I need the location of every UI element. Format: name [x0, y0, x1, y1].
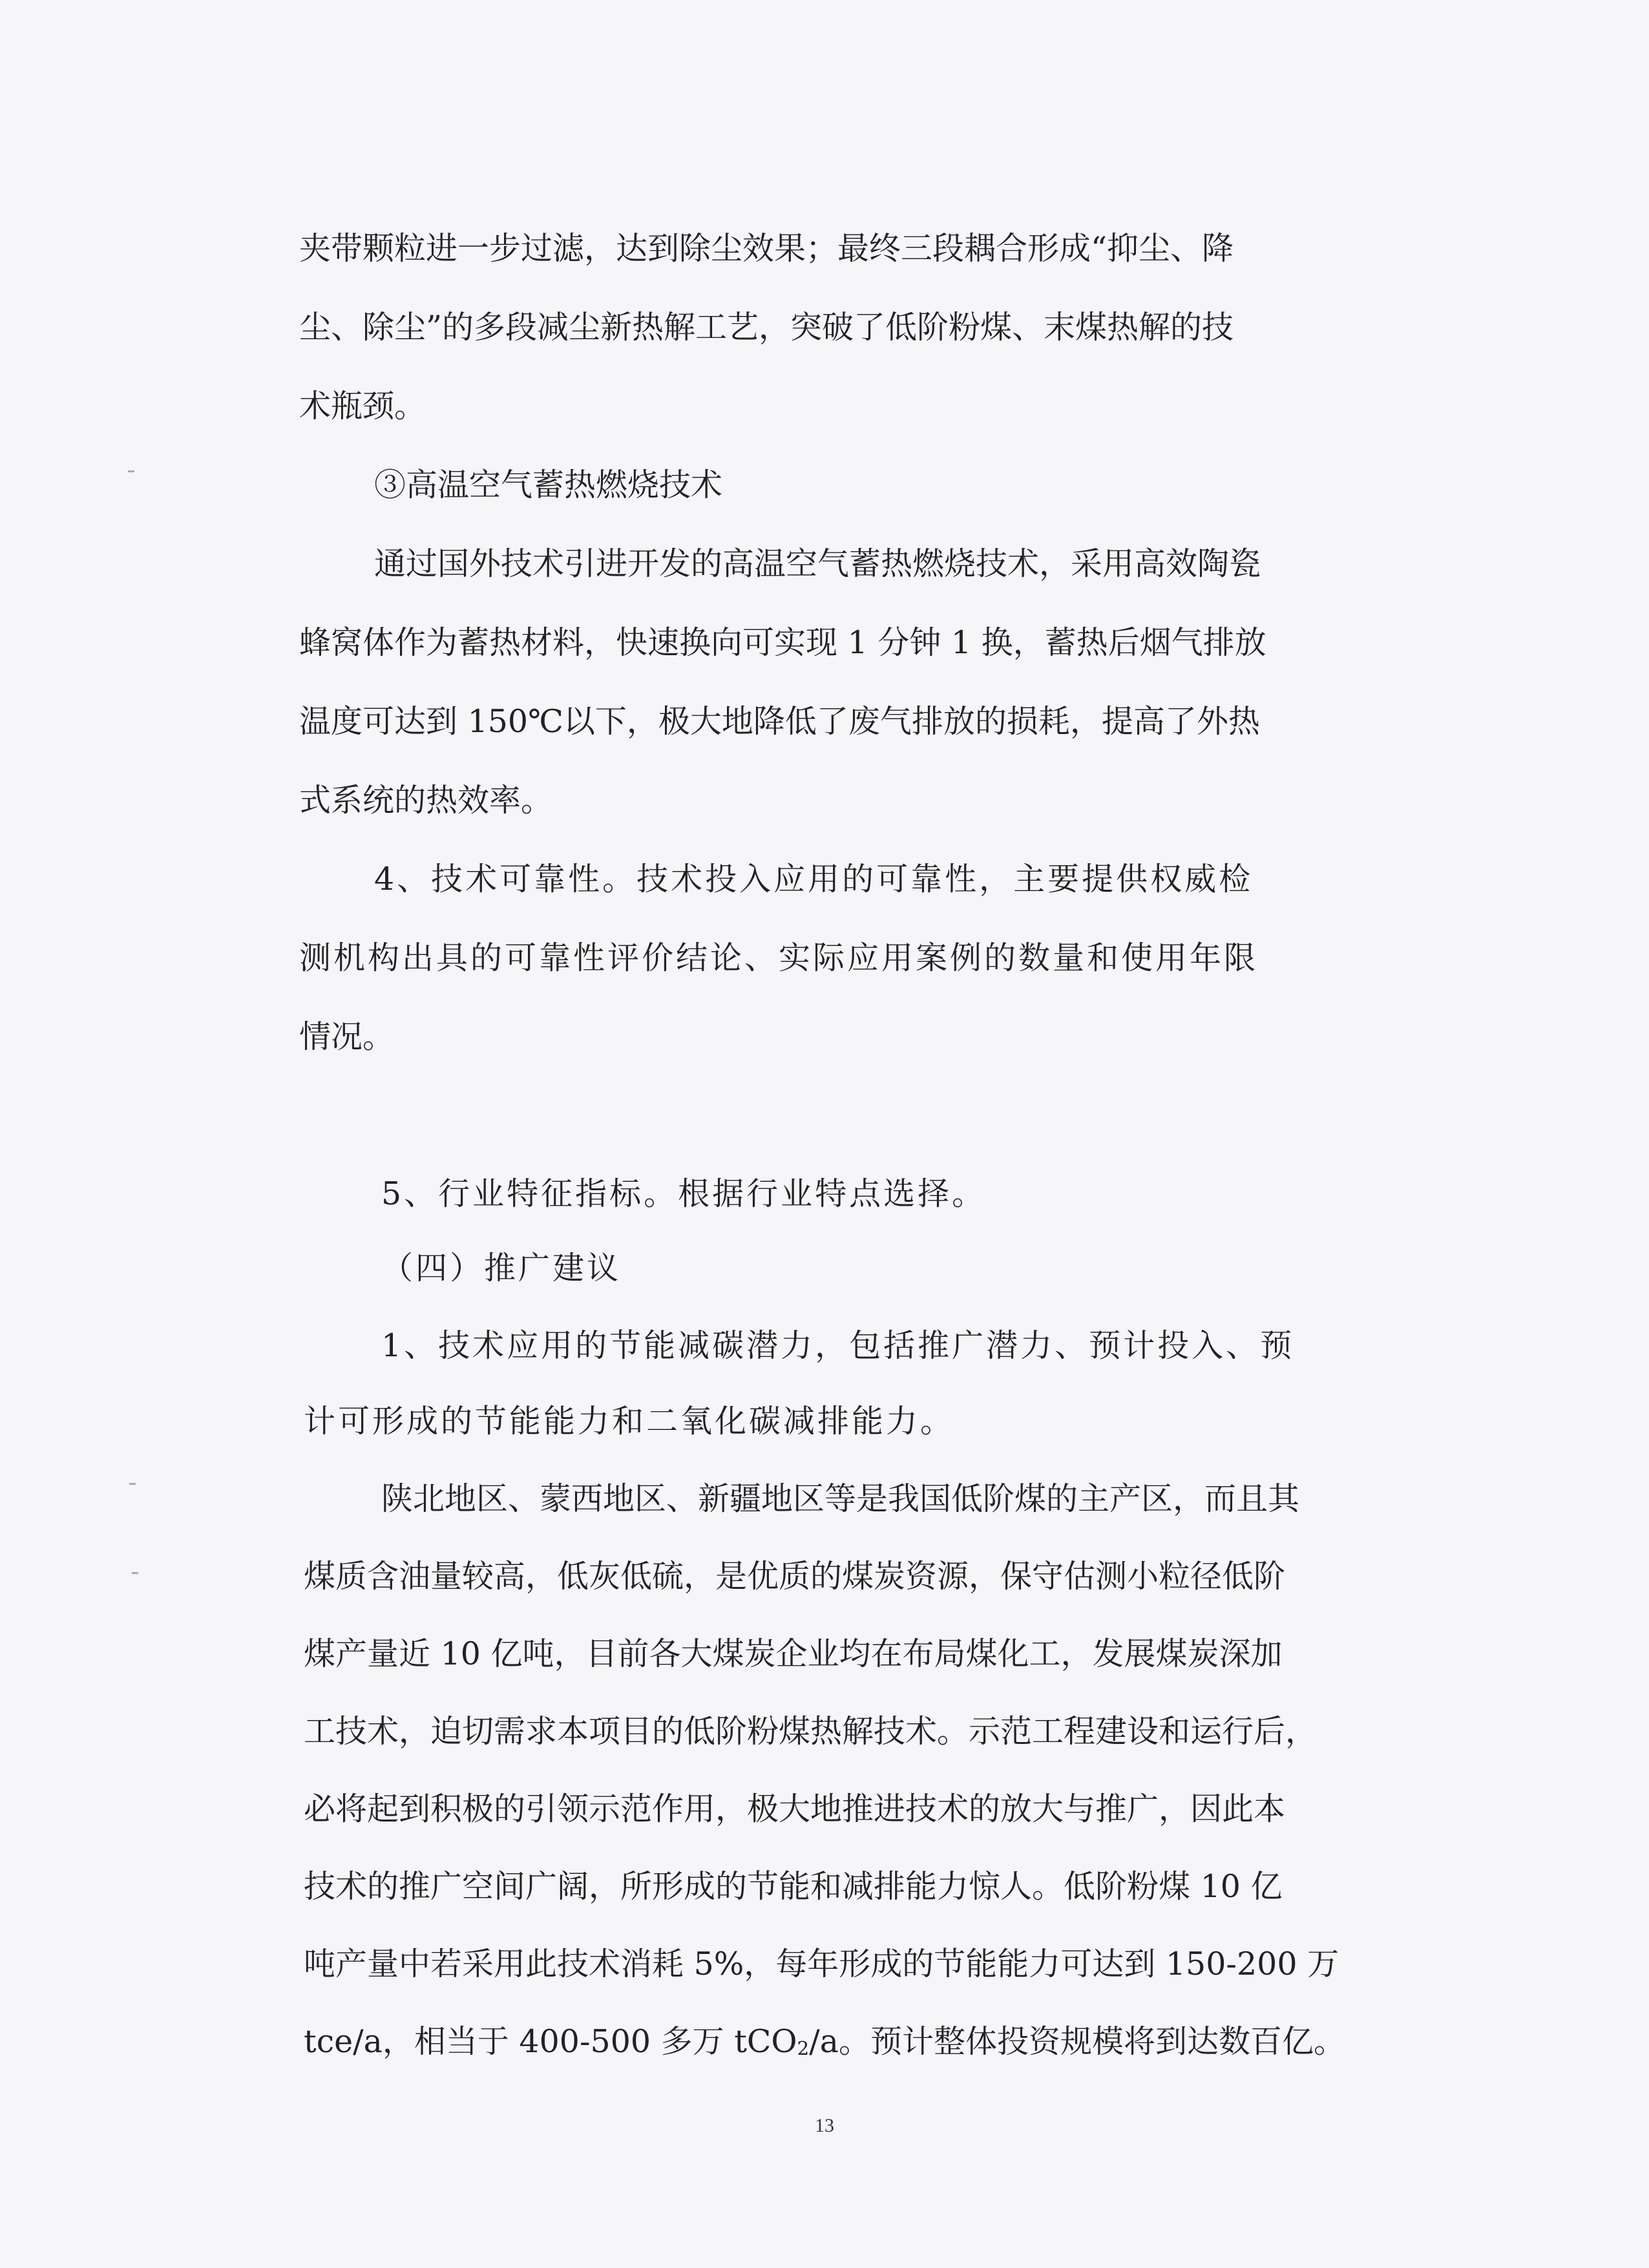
paragraph-line: 5、行业特征指标。根据行业特点选择。 — [381, 1175, 987, 1212]
section-heading: （四）推广建议 — [381, 1250, 622, 1286]
scan-speck — [132, 1572, 138, 1574]
paragraph-line: 术瓶颈。 — [299, 388, 426, 425]
paragraph-line — [0, 2022, 1649, 2068]
scan-speck — [129, 1483, 136, 1485]
paragraph-line: 计可形成的节能能力和二氧化碳减排能力。 — [304, 1403, 955, 1440]
paragraph-line: 工技术，迫切需求本项目的低阶粉煤热解技术。示范工程建设和运行后， — [304, 1713, 1318, 1750]
line-text: /a。预计整体投资规模将到达数百亿。 — [809, 2023, 1345, 2060]
paragraph-line: 情况。 — [299, 1018, 395, 1055]
subscript: 2 — [797, 2037, 810, 2059]
paragraph-line: 吨产量中若采用此技术消耗 5%，每年形成的节能能力可达到 150-200 万 — [304, 1946, 1339, 1982]
section-heading: ③高温空气蓄热燃烧技术 — [374, 467, 723, 503]
page-number: 13 — [815, 2115, 834, 2136]
paragraph-line: 尘、除尘”的多段减尘新热解工艺，突破了低阶粉煤、末煤热解的技 — [299, 309, 1234, 346]
paragraph-line: 煤产量近 10 亿吨，目前各大煤炭企业均在布局煤化工，发展煤炭深加 — [304, 1635, 1283, 1672]
paragraph-line: 4、技术可靠性。技术投入应用的可靠性，主要提供权威检 — [374, 861, 1254, 898]
paragraph-line: 煤质含油量较高，低灰低硫，是优质的煤炭资源，保守估测小粒径低阶 — [304, 1558, 1286, 1595]
paragraph-line: 夹带颗粒进一步过滤，达到除尘效果；最终三段耦合形成“抑尘、降 — [299, 230, 1234, 267]
paragraph-line: 式系统的热效率。 — [299, 782, 553, 819]
paragraph-line: 通过国外技术引进开发的高温空气蓄热燃烧技术，采用高效陶瓷 — [374, 545, 1261, 582]
paragraph-line: 1、技术应用的节能减碳潜力，包括推广潜力、预计投入、预 — [381, 1327, 1295, 1364]
paragraph-line: 测机构出具的可靠性评价结论、实际应用案例的数量和使用年限 — [299, 940, 1259, 976]
paragraph-line: 蜂窝体作为蓄热材料，快速换向可实现 1 分钟 1 换，蓄热后烟气排放 — [299, 624, 1266, 661]
paragraph-line: 陕北地区、蒙西地区、新疆地区等是我国低阶煤的主产区，而且其 — [381, 1480, 1300, 1517]
scan-speck — [128, 470, 134, 472]
paragraph-line: 温度可达到 150℃以下，极大地降低了废气排放的损耗，提高了外热 — [299, 703, 1260, 740]
line-text: tce/a，相当于 400-500 多万 tCO — [304, 2023, 797, 2060]
paragraph-line: 必将起到积极的引领示范作用，极大地推进技术的放大与推广，因此本 — [304, 1790, 1286, 1827]
paragraph-line: 技术的推广空间广阔，所形成的节能和减排能力惊人。低阶粉煤 10 亿 — [304, 1868, 1283, 1905]
